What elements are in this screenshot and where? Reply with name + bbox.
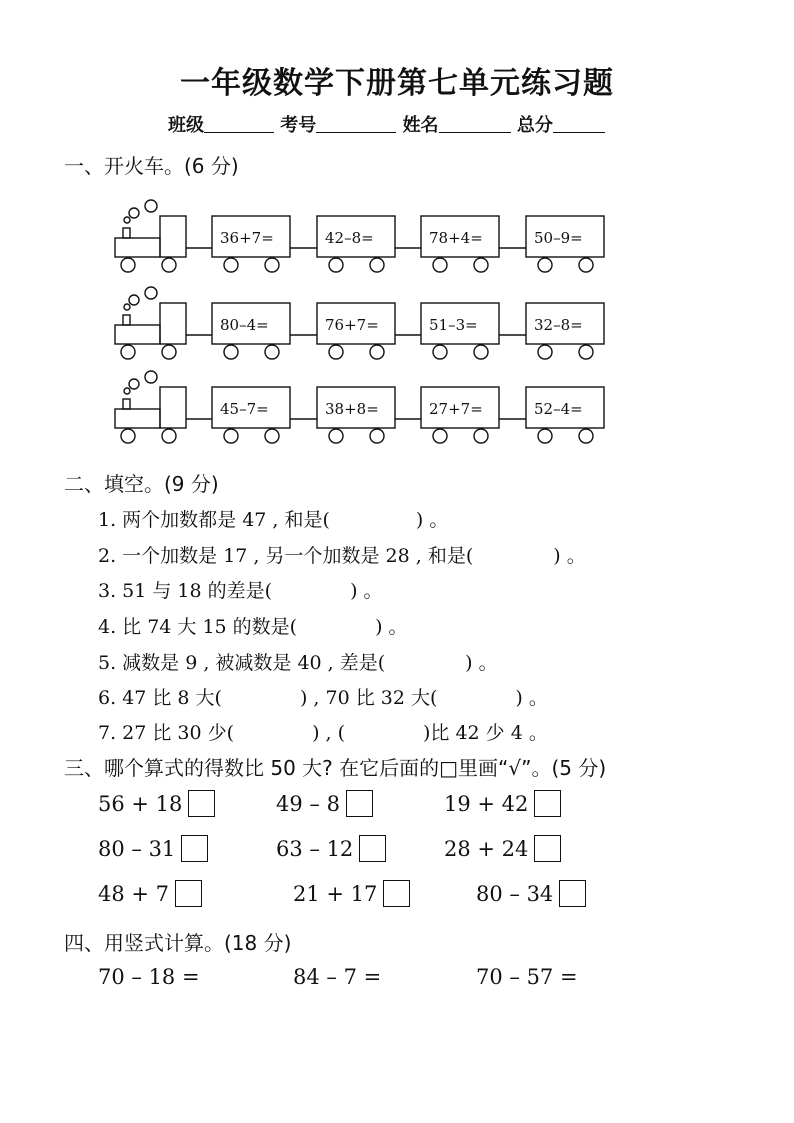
locomotive-cab [160, 216, 186, 257]
train-car [317, 387, 395, 428]
wheel [265, 429, 279, 443]
locomotive-body [115, 238, 160, 257]
check-box[interactable] [359, 835, 386, 862]
total-score-blank[interactable] [553, 114, 605, 133]
check-item: 21 + 17 [293, 880, 410, 907]
check-item: 19 + 42 [444, 790, 561, 817]
wheel [329, 345, 343, 359]
car-expression: 76+7= [325, 316, 379, 334]
check-box[interactable] [534, 790, 561, 817]
section2-heading: 二、填空。(9 分) [64, 472, 219, 496]
student-info-line [168, 111, 605, 137]
car-expression: 36+7= [220, 229, 274, 247]
wheel [433, 429, 447, 443]
wheel [121, 258, 135, 272]
car-expression: 27+7= [429, 400, 483, 418]
wheel [538, 345, 552, 359]
check-item: 80 – 34 [476, 880, 586, 907]
smoke-puff [124, 217, 130, 223]
train-car [317, 303, 395, 344]
car-expression: 51–3= [429, 316, 478, 334]
wheel [265, 258, 279, 272]
train-car [526, 387, 604, 428]
car-expression: 50–9= [534, 229, 583, 247]
section3-heading: 三、哪个算式的得数比 50 大? 在它后面的□里画“√”。(5 分) [64, 756, 607, 780]
locomotive-chimney [123, 315, 130, 325]
page-title: 一年级数学下册第七单元练习题 [180, 66, 614, 101]
wheel [224, 258, 238, 272]
check-item: 28 + 24 [444, 835, 561, 862]
vertical-calc-item: 84 – 7 = [293, 965, 382, 989]
check-box[interactable] [346, 790, 373, 817]
wheel [474, 429, 488, 443]
exam-number-blank[interactable] [316, 114, 396, 133]
wheel [329, 258, 343, 272]
car-expression: 38+8= [325, 400, 379, 418]
check-box[interactable] [383, 880, 410, 907]
smoke-puff [129, 295, 139, 305]
smoke-puff [129, 208, 139, 218]
wheel [433, 345, 447, 359]
car-expression: 78+4= [429, 229, 483, 247]
class-blank[interactable] [204, 114, 274, 133]
wheel [370, 345, 384, 359]
car-expression: 52–4= [534, 400, 583, 418]
locomotive-chimney [123, 399, 130, 409]
section1-heading: 一、开火车。(6 分) [64, 154, 239, 178]
wheel [474, 258, 488, 272]
wheel [474, 345, 488, 359]
car-expression: 45–7= [220, 400, 269, 418]
wheel [433, 258, 447, 272]
check-box[interactable] [534, 835, 561, 862]
check-item: 56 + 18 [98, 790, 215, 817]
train-car [212, 216, 290, 257]
train-car [212, 303, 290, 344]
check-box[interactable] [181, 835, 208, 862]
wheel [579, 429, 593, 443]
section4-heading: 四、用竖式计算。(18 分) [64, 931, 292, 955]
check-item: 80 – 31 [98, 835, 208, 862]
wheel [162, 345, 176, 359]
vertical-calc-item: 70 – 57 = [476, 965, 578, 989]
locomotive-body [115, 325, 160, 344]
check-box[interactable] [175, 880, 202, 907]
wheel [224, 429, 238, 443]
wheel [162, 429, 176, 443]
fill-item-4: 4. 比 74 大 15 的数是( ) 。 [98, 616, 408, 638]
check-item: 63 – 12 [276, 835, 386, 862]
train-car [212, 387, 290, 428]
fill-item-6: 6. 47 比 8 大( ) , 70 比 32 大( ) 。 [98, 687, 548, 709]
train-car [526, 303, 604, 344]
fill-item-7: 7. 27 比 30 少( ) , ( )比 42 少 4 。 [98, 722, 548, 744]
locomotive-chimney [123, 228, 130, 238]
train-car [526, 216, 604, 257]
train-car [421, 216, 499, 257]
vertical-calc-item: 70 – 18 = [98, 965, 200, 989]
locomotive-cab [160, 303, 186, 344]
wheel [370, 429, 384, 443]
name-blank[interactable] [439, 114, 511, 133]
car-expression: 80–4= [220, 316, 269, 334]
class-label: 班级 [168, 115, 204, 136]
fill-item-2: 2. 一个加数是 17 , 另一个加数是 28 , 和是( ) 。 [98, 545, 586, 567]
check-item: 49 – 8 [276, 790, 373, 817]
exam-number-label: 考号 [280, 115, 317, 136]
train-car [317, 216, 395, 257]
smoke-puff [145, 371, 157, 383]
wheel [224, 345, 238, 359]
car-expression: 32–8= [534, 316, 583, 334]
wheel [370, 258, 384, 272]
check-item: 48 + 7 [98, 880, 202, 907]
total-score-label: 总分 [516, 115, 553, 136]
wheel [265, 345, 279, 359]
wheel [579, 258, 593, 272]
wheel [121, 429, 135, 443]
wheel [329, 429, 343, 443]
wheel [579, 345, 593, 359]
train-car [421, 387, 499, 428]
check-box[interactable] [559, 880, 586, 907]
car-expression: 42–8= [325, 229, 374, 247]
smoke-puff [129, 379, 139, 389]
smoke-puff [124, 304, 130, 310]
wheel [538, 429, 552, 443]
wheel [162, 258, 176, 272]
wheel [121, 345, 135, 359]
wheel [538, 258, 552, 272]
smoke-puff [145, 287, 157, 299]
fill-item-1: 1. 两个加数都是 47 , 和是( ) 。 [98, 509, 449, 531]
locomotive-body [115, 409, 160, 428]
fill-item-5: 5. 减数是 9 , 被减数是 40 , 差是( ) 。 [98, 652, 498, 674]
train-car [421, 303, 499, 344]
locomotive-cab [160, 387, 186, 428]
fill-item-3: 3. 51 与 18 的差是( ) 。 [98, 580, 383, 602]
smoke-puff [145, 200, 157, 212]
name-label: 姓名 [402, 115, 439, 136]
smoke-puff [124, 388, 130, 394]
check-box[interactable] [188, 790, 215, 817]
